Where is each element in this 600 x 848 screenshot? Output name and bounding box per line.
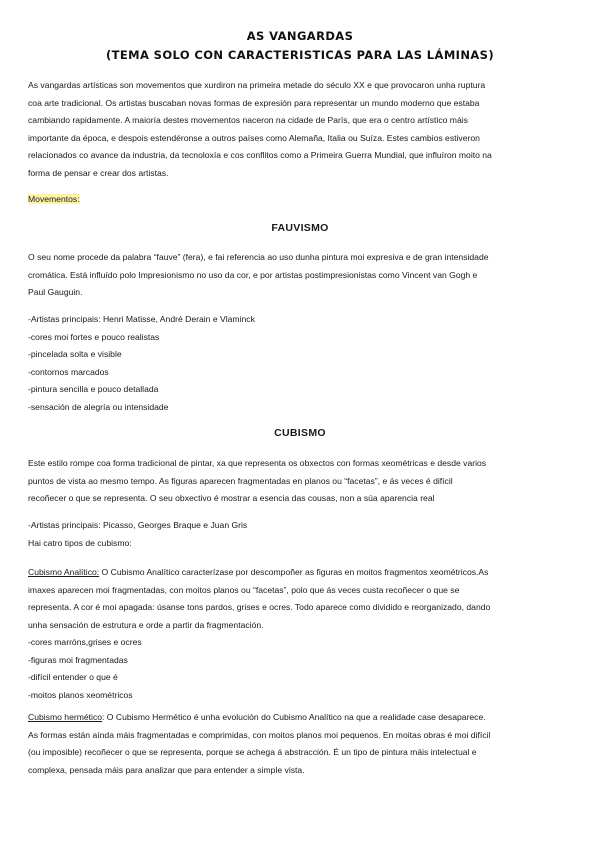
- text-line: recoñecer o que se representa. O seu obxectivo é mostrar a esencia das cousas, non a súa aparencia real: [28, 493, 435, 503]
- text-line: Paul Gauguin.: [28, 287, 83, 297]
- text-line: O Cubismo Analítico caracterízase por descompoñer as figuras en moitos fragmentos xeométricos.As: [99, 567, 489, 577]
- cubismo-intro: [28, 517, 576, 552]
- cubismo-hermetico-section: [28, 709, 576, 779]
- text-line: puntos de vista ao mesmo tempo. As figuras aparecen fragmentadas en planos ou “facetas”, e ás veces é difícil: [28, 475, 453, 486]
- intro-line: relacionados co avance da industria, da tecnoloxía e cos conflitos como a Primeira Guerra Mundial, que influíron moito na: [28, 150, 492, 160]
- text-line: representa. A cor é moi apagada: úsanse tons pardos, grises e ocres. Todo aparece como dividido e reorganizado, dando: [28, 602, 491, 612]
- cubismo-analitico-section: [28, 564, 576, 704]
- artists-line: -Artistas principais: Picasso, Georges Braque e Juan Gris: [28, 520, 248, 530]
- cubismo-heading: CUBISMO: [274, 427, 326, 439]
- text-line: cromática. Está influído polo Impresionismo no uso da cor, e por artistas postimpresionistas como Vincent van Gogh e: [28, 269, 478, 280]
- intro-line: importante da época, e despois estendéronse a outros países como Alemaña, Italia ou Suíza. Estes cambios estiveron: [28, 132, 480, 143]
- intro-paragraph: [28, 77, 576, 182]
- list-item: -pincelada solta e visible: [28, 349, 122, 359]
- text-line: O seu nome procede da palabra “fauve” (fera), e fai referencia ao uso dunha pintura moi expresiva e de gran intensidade: [28, 252, 489, 262]
- fauvismo-list: [28, 311, 576, 416]
- text-line: (ou imposible) recoñecer o que se representa, porque se achega á abstracción. É un tipo de pintura máis intelectual e: [28, 747, 477, 757]
- fauvismo-description: [28, 249, 576, 302]
- intro-line: As vangardas artísticas son movementos que xurdiron na primeira metade do século XX e que provocaron unha ruptura: [28, 80, 486, 90]
- list-item: -contornos marcados: [28, 366, 109, 377]
- cubismo-hermetico-label: Cubismo hermético: [28, 712, 103, 722]
- list-item: -Artistas principais: Henri Matisse, André Derain e Vlaminck: [28, 314, 255, 324]
- movements-label: Movementos:: [28, 194, 80, 204]
- list-item: -figuras moi fragmentadas: [28, 654, 128, 665]
- list-item: -cores moi fortes e pouco realistas: [28, 331, 160, 342]
- text-line: Este estilo rompe coa forma tradicional de pintar, xa que representa os obxectos con formas xeométricas e desde varios: [28, 458, 487, 468]
- list-item: -cores marróns,grises e ocres: [28, 637, 142, 647]
- text-line: As formas están aínda máis fragmentadas e comprimidas, con moitos planos moi pequenos. En moitas obras é moi difícil: [28, 729, 491, 740]
- intro-line: forma de pensar e crear dos artistas.: [28, 167, 169, 178]
- document-subtitle: (TEMA SOLO CON CARACTERISTICAS PARA LAS LÁMINAS): [105, 48, 495, 62]
- list-item: -difícil entender o que é: [28, 672, 118, 682]
- list-item: -pintura sencilla e pouco detallada: [28, 384, 159, 394]
- intro-line: coa arte tradicional. Os artistas buscaban novas formas de expresión para representar un mundo moderno que estaba: [28, 97, 480, 108]
- list-item: -sensación de alegría ou intensidade: [28, 401, 169, 412]
- types-intro: Hai catro tipos de cubismo:: [28, 537, 132, 548]
- list-item: -moitos planos xeométricos: [28, 689, 133, 700]
- text-line: complexa, pensada máis para analizar que para entender a simple vista.: [28, 764, 305, 775]
- text-line: unha sensación de estrutura e orde a partir da fragmentación.: [28, 619, 264, 630]
- cubismo-analitico-label: Cubismo Analítico:: [28, 567, 100, 577]
- intro-line: cambiando rapidamente. A maioría destes movementos naceron na cidade de París, que era o centro artístico máis: [28, 115, 468, 125]
- cubismo-description: [28, 455, 576, 508]
- fauvismo-heading: FAUVISMO: [271, 222, 329, 234]
- document-title: AS VANGARDAS: [246, 29, 354, 43]
- text-line: : O Cubismo Hermético é unha evolución do Cubismo Analítico na que a realidade case desaparece.: [102, 712, 486, 722]
- text-line: imaxes aparecen moi fragmentadas, con moitos planos ou “facetas”, polo que ás veces custa recoñecer o que se: [28, 584, 460, 595]
